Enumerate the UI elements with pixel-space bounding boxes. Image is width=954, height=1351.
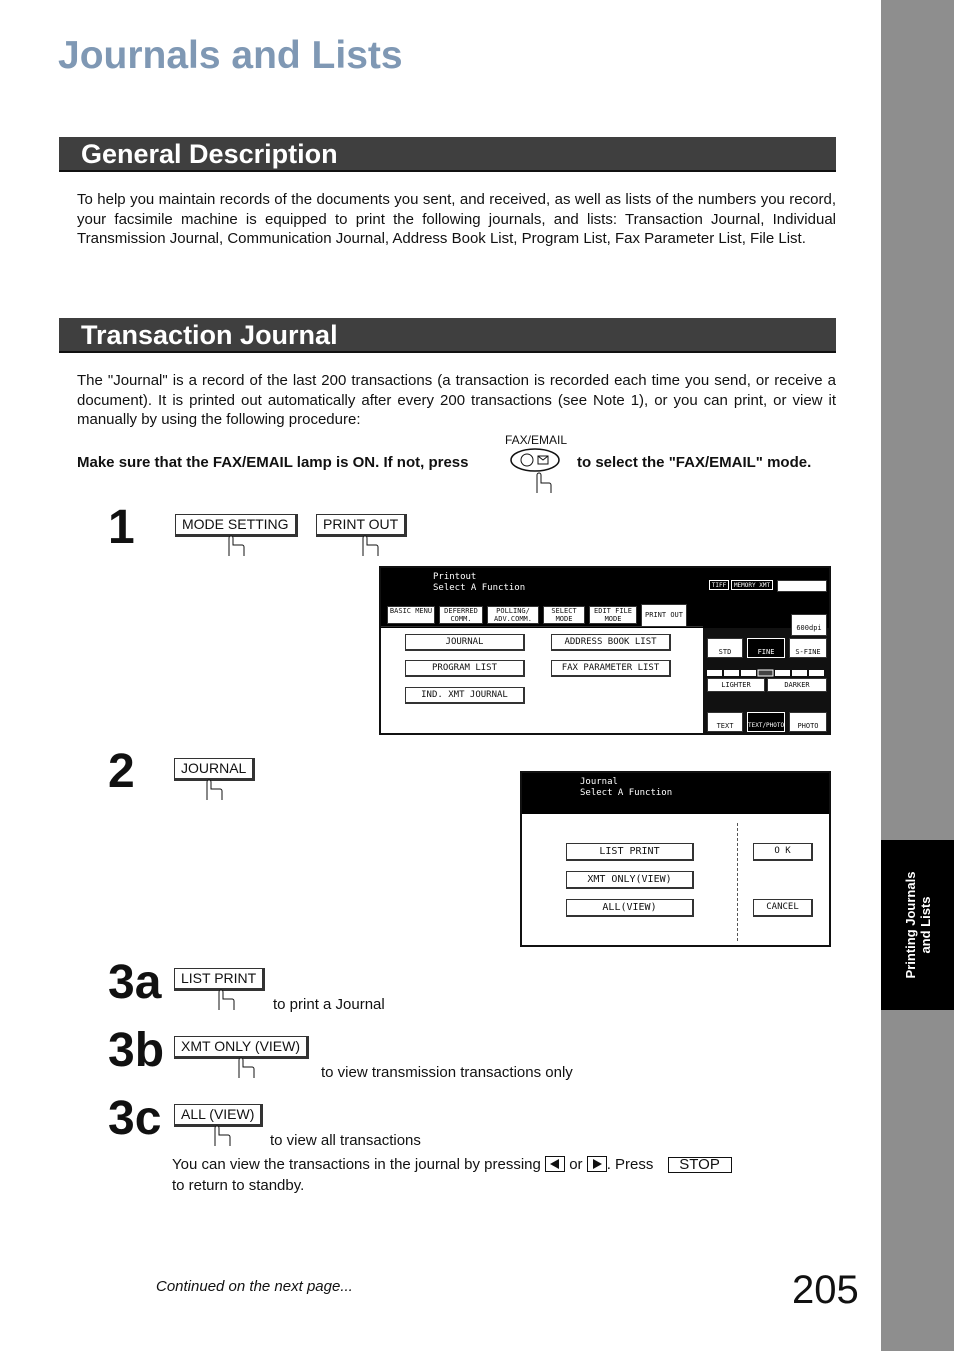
xmt-only-view-key[interactable]: XMT ONLY (VIEW) bbox=[174, 1036, 309, 1059]
hand-press-icon bbox=[209, 1122, 233, 1146]
page-title: Journals and Lists bbox=[58, 34, 403, 77]
step-3c-description: to view all transactions bbox=[270, 1132, 421, 1149]
side-tab bbox=[881, 840, 954, 1010]
continued-note: Continued on the next page... bbox=[156, 1278, 353, 1295]
step-3c-number: 3c bbox=[108, 1092, 162, 1145]
general-description-heading: General Description bbox=[59, 137, 836, 172]
ok-button[interactable]: O K bbox=[753, 843, 813, 861]
cancel-button[interactable]: CANCEL bbox=[753, 899, 813, 917]
all-view-button[interactable]: ALL(VIEW) bbox=[566, 899, 694, 917]
side-tab-label-2: and Lists bbox=[917, 896, 933, 954]
hand-press-icon bbox=[223, 532, 247, 556]
return-standby-text: to return to standby. bbox=[172, 1177, 305, 1194]
hand-press-icon bbox=[233, 1054, 257, 1078]
fax-email-button-icon[interactable] bbox=[509, 447, 561, 493]
hand-press-icon bbox=[213, 986, 237, 1010]
tab-polling-adv-comm[interactable]: POLLING/ ADV.COMM. bbox=[487, 606, 539, 624]
contrast-scale bbox=[707, 664, 827, 672]
xmt-only-view-button[interactable]: XMT ONLY(VIEW) bbox=[566, 871, 694, 889]
screen-header bbox=[522, 773, 829, 814]
right-arrow-icon[interactable] bbox=[587, 1156, 607, 1172]
step-3a-description: to print a Journal bbox=[273, 996, 385, 1013]
hand-press-icon bbox=[357, 532, 381, 556]
screen-title-line2: Select A Function bbox=[580, 788, 673, 798]
general-description-body: To help you maintain records of the documents you sent, and received, as well as lists of the numbers you record, your facsimile machine is equipped to print the following journals, and lists: Transaction Journal, Individual Transmission Journal, Communication Journal, Address Book List, Program List, Fax Parameter List, File List. bbox=[77, 191, 836, 247]
resolution-sfine-button[interactable]: S-FINE bbox=[789, 638, 827, 658]
tab-print-out[interactable]: PRINT OUT bbox=[641, 604, 687, 626]
printout-screen bbox=[379, 566, 831, 735]
tab-divider bbox=[381, 626, 703, 627]
journal-key[interactable]: JOURNAL bbox=[174, 758, 255, 781]
resolution-fine-button[interactable]: FINE bbox=[747, 638, 785, 658]
side-tab-label-1: Printing Journals bbox=[902, 871, 918, 979]
screen-title-line1: Journal bbox=[580, 777, 618, 787]
journal-button[interactable]: JOURNAL bbox=[405, 634, 525, 651]
stop-key[interactable]: STOP bbox=[668, 1157, 732, 1173]
tab-basic-menu[interactable]: BASIC MENU bbox=[387, 606, 435, 624]
page-number: 205 bbox=[792, 1268, 859, 1312]
list-print-key[interactable]: LIST PRINT bbox=[174, 968, 265, 991]
step-3b-number: 3b bbox=[108, 1024, 165, 1077]
view-instructions-text: You can view the transactions in the journal by pressing bbox=[172, 1156, 541, 1173]
ind-xmt-journal-button[interactable]: IND. XMT JOURNAL bbox=[405, 687, 525, 704]
screen-divider bbox=[737, 823, 739, 941]
transaction-journal-heading: Transaction Journal bbox=[59, 318, 836, 353]
journal-screen bbox=[520, 771, 831, 947]
darker-button[interactable]: DARKER bbox=[767, 678, 827, 692]
print-out-key[interactable]: PRINT OUT bbox=[316, 514, 407, 537]
program-list-button[interactable]: PROGRAM LIST bbox=[405, 660, 525, 677]
screen-title-line1: Printout bbox=[433, 572, 477, 582]
settings-panel bbox=[703, 624, 829, 733]
all-view-key[interactable]: ALL (VIEW) bbox=[174, 1104, 263, 1127]
list-print-button[interactable]: LIST PRINT bbox=[566, 843, 694, 861]
address-book-list-button[interactable]: ADDRESS BOOK LIST bbox=[551, 634, 671, 651]
address-book-button[interactable]: ADDRESS BOOK bbox=[777, 580, 827, 592]
step-3b-description: to view transmission transactions only bbox=[321, 1064, 573, 1081]
view-instructions bbox=[172, 1156, 732, 1173]
lighter-button[interactable]: LIGHTER bbox=[707, 678, 765, 692]
lamp-instruction-suffix: to select the "FAX/EMAIL" mode. bbox=[577, 454, 812, 471]
left-arrow-icon[interactable] bbox=[545, 1156, 565, 1172]
sidebar bbox=[881, 0, 954, 1351]
step-2-number: 2 bbox=[108, 745, 135, 798]
step-3a-number: 3a bbox=[108, 956, 162, 1009]
fax-parameter-list-button[interactable]: FAX PARAMETER LIST bbox=[551, 660, 671, 677]
tab-select-mode[interactable]: SELECT MODE bbox=[543, 606, 585, 624]
resolution-600dpi-button[interactable]: 600dpi bbox=[791, 614, 827, 636]
mode-photo-button[interactable]: PHOTO bbox=[789, 712, 827, 732]
mode-text-button[interactable]: TEXT bbox=[707, 712, 743, 732]
hand-press-icon bbox=[201, 776, 225, 800]
tab-deferred-comm[interactable]: DEFERRED COMM. bbox=[439, 606, 483, 624]
mode-setting-key[interactable]: MODE SETTING bbox=[175, 514, 298, 537]
transaction-journal-body: The "Journal" is a record of the last 200 transactions (a transaction is recorded each time you send, or receive a document). It is printed out automatically after every 200 transactions (see Note 1), or you can print, or view it manually by using the following procedure: bbox=[77, 372, 836, 428]
lamp-instruction-prefix: Make sure that the FAX/EMAIL lamp is ON. If not, press bbox=[77, 454, 469, 471]
view-press-text: . Press bbox=[606, 1156, 654, 1173]
tiff-badge: TIFF bbox=[709, 580, 729, 590]
tab-edit-file-mode[interactable]: EDIT FILE MODE bbox=[589, 606, 637, 624]
screen-title-line2: Select A Function bbox=[433, 583, 526, 593]
view-or-text: or bbox=[569, 1156, 583, 1173]
memory-xmt-badge[interactable]: MEMORY XMT bbox=[731, 580, 773, 590]
fax-email-label: FAX/EMAIL bbox=[505, 433, 568, 447]
step-1-number: 1 bbox=[108, 501, 135, 554]
mode-text-photo-button[interactable]: TEXT/PHOTO bbox=[747, 712, 785, 732]
resolution-std-button[interactable]: STD bbox=[707, 638, 743, 658]
